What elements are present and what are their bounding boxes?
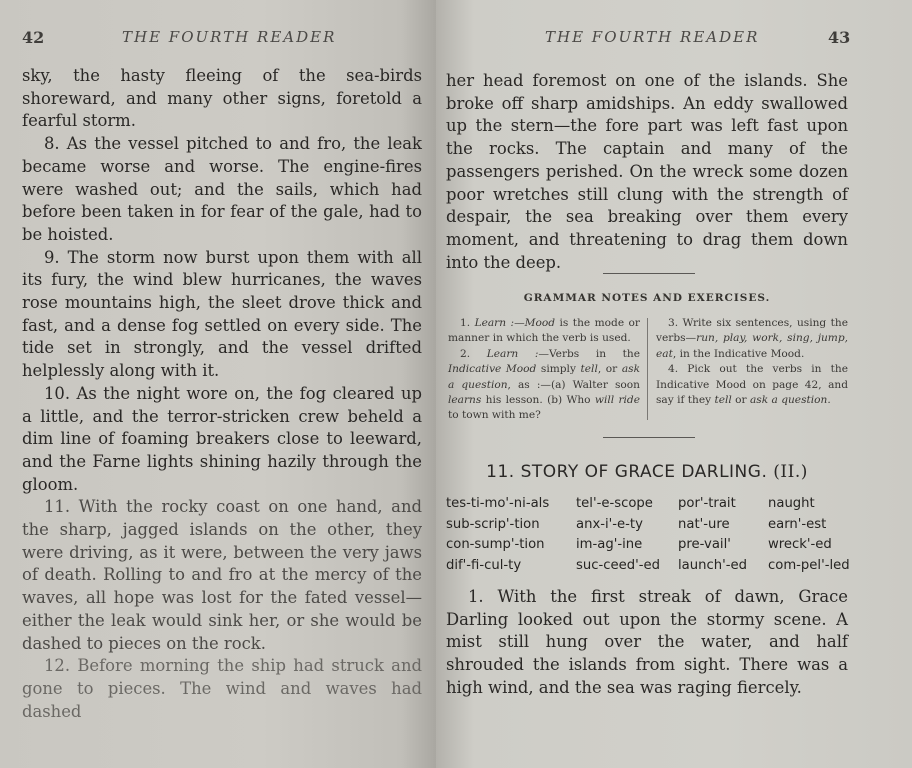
lesson-body xyxy=(446,586,848,700)
grammar-note-4: 4. Pick out the verbs in the Indicative Mood on page 42, and say if they tell or ask a question. xyxy=(656,363,848,407)
paragraph: 9. The storm now burst upon them with all its fury, the wind blew hurricanes, the waves rose mountains high, the sleet drove thick and fast, and a dense fog settled on every side. The tide set in strongly, and the vessel drifted helplessly along with it. xyxy=(22,247,422,381)
right-page-body xyxy=(446,70,848,274)
right-page-number: 43 xyxy=(828,28,851,47)
spelling-word: con-sump'-tion xyxy=(446,537,545,552)
paragraph: 11. With the rocky coast on one hand, and the sharp, jagged islands on the other, they were driving, as it were, between the very jaws of death. Rolling to and fro at the mercy of the waves, all hope was lost for the fated vessel—either the leak would sink her, or she would be dashed to pieces on the rock. xyxy=(22,497,422,653)
lesson-part: (II.) xyxy=(773,462,808,482)
left-running-head: THE FOURTH READER xyxy=(122,28,337,46)
section-divider xyxy=(603,437,695,438)
spelling-word: tes-ti-mo'-ni-als xyxy=(446,496,550,511)
right-running-head: THE FOURTH READER xyxy=(545,28,760,46)
grammar-note-3: 3. Write six sentences, using the verbs—run, play, work, sing, jump, eat, in the Indicative Mood. xyxy=(656,317,848,360)
left-page-number: 42 xyxy=(22,28,45,47)
spelling-word: wreck'-ed xyxy=(768,537,832,552)
grammar-note-2: 2. Learn :—Verbs in the Indicative Mood simply tell, or ask a question, as :—(a) Walter soon learns his lesson. (b) Who will ride to town with me? xyxy=(448,347,641,422)
paragraph: 10. As the night wore on, the fog cleared up a little, and the terror-stricken crew beheld a dim line of foaming breakers close to leeward, and the Farne lights shining hazily through the gloom. xyxy=(22,383,422,494)
spelling-word: launch'-ed xyxy=(678,557,747,573)
lesson-title-text: 11. STORY OF GRACE DARLING. xyxy=(486,462,768,482)
paragraph: sky, the hasty fleeing of the sea-birds shoreward, and many other signs, foretold a fearful storm. xyxy=(22,66,422,131)
spelling-word: nat'-ure xyxy=(678,516,730,532)
spelling-word: im-ag'-ine xyxy=(576,537,643,552)
grammar-notes-right-column xyxy=(656,316,848,408)
paragraph: 12. Before morning the ship had struck and gone to pieces. The wind and waves had dashed xyxy=(22,656,422,721)
lesson-title xyxy=(446,462,848,482)
spelling-word: por'-trait xyxy=(678,496,736,511)
grammar-notes-left-column xyxy=(448,316,640,424)
spelling-word: naught xyxy=(768,496,815,511)
word-column xyxy=(576,496,660,578)
spelling-word: earn'-est xyxy=(768,516,827,532)
grammar-note-1: 1. Learn :—Mood is the mode or manner in which the verb is used. xyxy=(448,317,640,345)
grammar-column-divider xyxy=(647,318,648,420)
paragraph: 1. With the first streak of dawn, Grace Darling looked out upon the stormy scene. A mist still hung over the water, and half shrouded the islands from sight. There was a high wind, and the sea was raging fiercely. xyxy=(446,587,848,697)
spelling-word: tel'-e-scope xyxy=(576,496,653,511)
word-column xyxy=(768,496,850,578)
word-column xyxy=(446,496,549,578)
paragraph: her head foremost on one of the islands. She broke off sharp amidships. An eddy swallowed up the stern—the fore part was left fast upon the rocks. The captain and many of the passengers perished. On the wreck some dozen poor wretches still clung with the strength of despair, the sea breaking over them every moment, and threatening to drag them down into the deep. xyxy=(446,71,848,272)
spelling-word: dif'-fi-cul-ty xyxy=(446,557,522,573)
section-divider xyxy=(603,273,695,274)
spelling-word: pre-vail' xyxy=(678,537,731,552)
grammar-notes-title: GRAMMAR NOTES AND EXERCISES. xyxy=(523,292,771,304)
spelling-word: com-pel'-led xyxy=(768,557,850,573)
spelling-word: suc-ceed'-ed xyxy=(576,557,660,573)
left-page-body xyxy=(22,65,422,723)
spelling-word: sub-scrip'-tion xyxy=(446,516,540,532)
word-column xyxy=(678,496,747,578)
paragraph: 8. As the vessel pitched to and fro, the leak became worse and worse. The engine-fires were washed out; and the sails, which had before been taken in for fear of the gale, had to be hoisted. xyxy=(22,134,422,244)
spelling-word: anx-i'-e-ty xyxy=(576,516,643,532)
